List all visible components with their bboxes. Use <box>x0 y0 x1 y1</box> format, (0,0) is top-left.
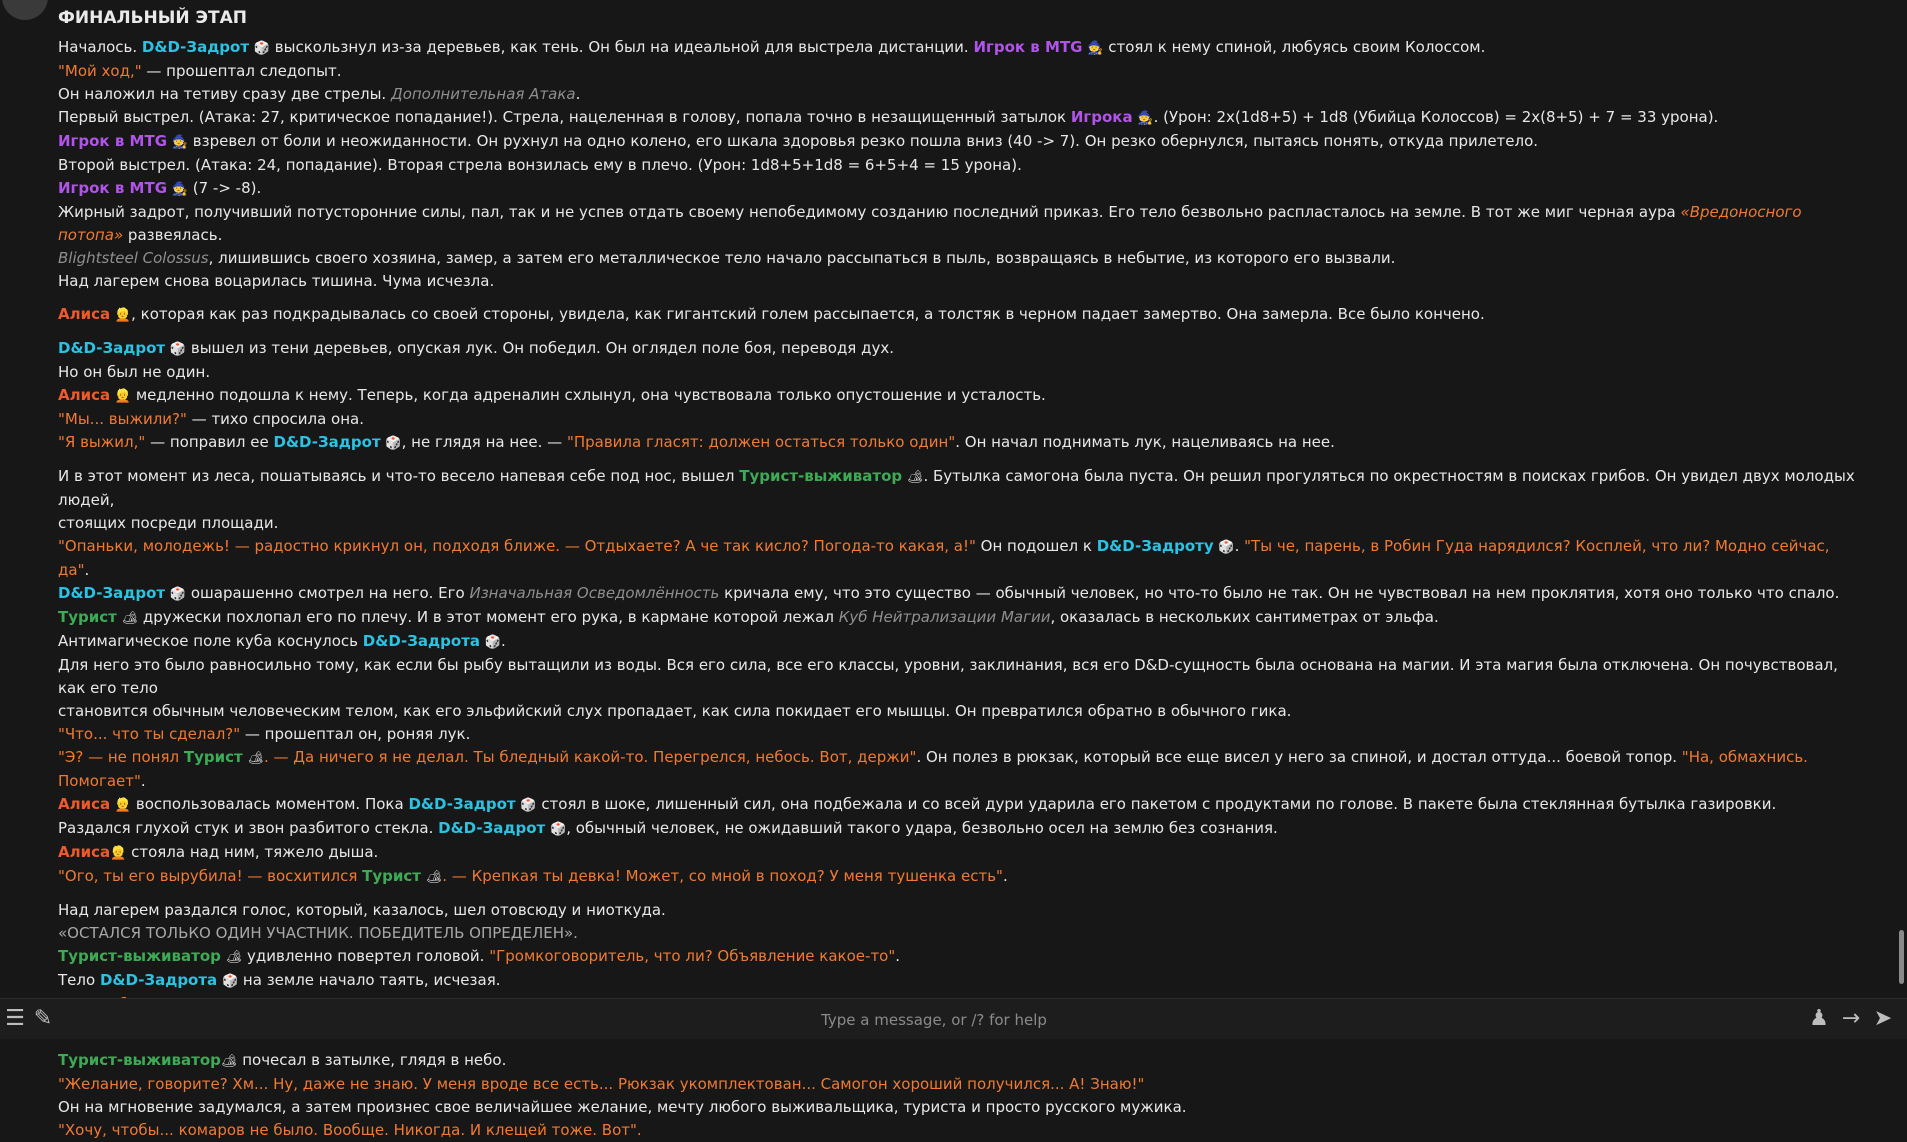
paragraph: "Ого, ты его вырубила! — восхитился Турист 🏕. — Крепкая ты девка! Может, со мной в поход? У меня тушенка есть". <box>58 867 1008 885</box>
paragraph: Над лагерем снова воцарилась тишина. Чума исчезла. <box>58 272 495 290</box>
paragraph: Для него это было равносильно тому, как если бы рыбу вытащили из воды. Вся его сила, все его классы, уровни, заклинания, вся его D&D-сущность была основана на магии. И эта магия была отключена. Он почувствовал, как его тело <box>58 656 1838 697</box>
die-icon: 🎲 <box>221 974 239 989</box>
paragraph: Второй выстрел. (Атака: 24, попадание). Вторая стрела вонзилась ему в плечо. (Урон: 1d8+5+1d8 = 6+5+4 = 15 урона). <box>58 156 1022 174</box>
tourist-icon: 🏕 <box>247 751 264 766</box>
die-icon: 🎲 <box>520 798 537 813</box>
paragraph: "Что... что ты сделал?" — прошептал он, роняя лук. <box>58 725 471 743</box>
paragraph: Игрок в MTG 🧙 взревел от боли и неожиданности. Он рухнул на одно колено, его шкала здоровья резко пошла вниз (40 -> 7). Он резко обернулся, пытаясь понять, откуда прилетело. <box>58 132 1539 150</box>
paragraph: Турист-выживатор 🏕 удивленно повертел головой. "Громкоговоритель, что ли? Объявление какое-то". <box>58 947 901 965</box>
message-input[interactable] <box>72 999 1796 1041</box>
paragraph: Но он был не один. <box>58 363 211 381</box>
continue-arrow-icon[interactable]: → <box>1841 1006 1861 1031</box>
paragraph: И в этот момент из леса, пошатываясь и что-то весело напевая себе под нос, вышел Турист-выживатор 🏕. Бутылка самогона была пуста. Он решил прогуляться по окрестностям в поисках грибов. Он увидел двух молодых людей, <box>58 467 1855 509</box>
alice-icon: 👱 <box>114 389 132 404</box>
paragraph: Алиса 👱 медленно подошла к нему. Теперь, когда адреналин схлынул, она чувствовала только опустошение и усталость. <box>58 386 1046 404</box>
die-icon: 🎲 <box>550 822 567 837</box>
input-bar <box>0 998 1907 1039</box>
die-icon: 🎲 <box>253 41 271 56</box>
tourist-icon: 🏕 <box>906 470 924 485</box>
die-icon: 🎲 <box>484 635 501 650</box>
tourist-icon: 🏕 <box>425 870 443 885</box>
paragraph: "Мой ход," — прошептал следопыт. <box>58 62 342 80</box>
paragraph: стоящих посреди площади. <box>58 514 279 532</box>
paragraph: Тело D&D-Задрота 🎲 на земле начало таять, исчезая. <box>58 971 501 989</box>
die-icon: 🎲 <box>169 342 187 357</box>
die-icon: 🎲 <box>385 436 402 451</box>
paragraph: Турист-выживатор🏕 почесал в затылке, глядя в небо. <box>58 1051 507 1069</box>
die-icon: 🎲 <box>169 587 187 602</box>
alice-icon: 👱 <box>114 308 132 323</box>
player-icon: 🧙 <box>1137 111 1154 126</box>
player-icon: 🧙 <box>171 135 188 150</box>
die-icon: 🎲 <box>1218 540 1235 555</box>
paragraph: "Я выжил," — поправил ее D&D-Задрот 🎲, не глядя на нее. — "Правила гласят: должен остаться только один". Он начал поднимать лук, нацеливаясь на нее. <box>58 433 1335 451</box>
paragraph: Жирный задрот, получивший потусторонние силы, пал, так и не успев отдать своему непобедимому созданию последний приказ. Его тело безвольно распласталось на земле. В тот же миг черная аура «Вредоносного потопа» развеялась. <box>58 203 1802 244</box>
paragraph: D&D-Задрот 🎲 ошарашенно смотрел на него. Его Изначальная Осведомлённость кричала ему, что это существо — обычный человек, но что-то было не так. Он не чувствовал на нем проклятия, хотя оно только что спало. <box>58 584 1840 602</box>
paragraph: становится обычным человеческим телом, как его эльфийский слух пропадает, как сила покидает его мышцы. Он превратился обратно в обычного гика. <box>58 702 1292 720</box>
magic-wand-icon[interactable]: ✎ <box>33 1006 53 1031</box>
paragraph: Антимагическое поле куба коснулось D&D-Задрота 🎲. <box>58 632 506 650</box>
paragraph: "Опаньки, молодежь! — радостно крикнул он, подходя ближе. — Отдыхаете? А че так кисло? Погода-то какая, а!" Он подошел к D&D-Задроту 🎲. "Ты че, парень, в Робин Гуда нарядился? Косплей, что ли? Модно сейчас, да". <box>58 537 1830 579</box>
message-title: ФИНАЛЬНЫЙ ЭТАП <box>58 8 247 28</box>
paragraph: «ОСТАЛСЯ ТОЛЬКО ОДИН УЧАСТНИК. ПОБЕДИТЕЛЬ ОПРЕДЕЛЕН». <box>58 924 578 942</box>
avatar[interactable] <box>2 0 48 20</box>
scrollbar-thumb[interactable] <box>1899 930 1904 984</box>
paragraph: Он наложил на тетиву сразу две стрелы. Дополнительная Атака. <box>58 85 581 103</box>
paragraph: Игрок в MTG 🧙 (7 -> -8). <box>58 179 262 197</box>
tourist-icon: 🏕 <box>225 950 243 965</box>
paragraph: "Желание, говорите? Хм... Ну, даже не знаю. У меня вроде все есть... Рюкзак укомплектован... Самогон хороший получился... А! Знаю!" <box>58 1075 1145 1093</box>
paragraph: Первый выстрел. (Атака: 27, критическое попадание!). Стрела, нацеленная в голову, попала точно в незащищенный затылок Игрока 🧙. (Урон: 2x(1d8+5) + 1d8 (Убийца Колоссов) = 2x(8+5) + 7 = 33 урона). <box>58 108 1719 126</box>
send-icon[interactable]: ➤ <box>1873 1006 1893 1031</box>
paragraph: Турист 🏕 дружески похлопал его по плечу. И в этот момент его рука, в кармане которой лежал Куб Нейтрализации Магии, оказалась в нескольких сантиметрах от эльфа. <box>58 608 1439 626</box>
player-icon: 🧙 <box>1087 41 1104 56</box>
alice-icon: 👱 <box>114 798 132 813</box>
alice-icon: 👱 <box>110 846 127 861</box>
message-body <box>58 6 1858 1142</box>
paragraph: Blightsteel Colossus, лишившись своего хозяина, замер, а затем его металлическое тело начало рассыпаться в пыль, возвращаясь в небытие, из которого его вызвали. <box>58 249 1396 267</box>
player-icon: 🧙 <box>171 182 188 197</box>
paragraph: "Хочу, чтобы... комаров не было. Вообще. Никогда. И клещей тоже. Вот". <box>58 1121 642 1139</box>
tourist-icon: 🏕 <box>121 611 139 626</box>
paragraph: Алиса👱 стояла над ним, тяжело дыша. <box>58 843 379 861</box>
paragraph: D&D-Задрот 🎲 вышел из тени деревьев, опуская лук. Он победил. Он оглядел поле боя, переводя дух. <box>58 339 894 357</box>
incognito-icon[interactable]: ♟ <box>1809 1006 1829 1031</box>
paragraph: "Мы... выжили?" — тихо спросила она. <box>58 410 364 428</box>
paragraph: Раздался глухой стук и звон разбитого стекла. D&D-Задрот 🎲, обычный человек, не ожидавший такого удара, безвольно осел на землю без сознания. <box>58 819 1278 837</box>
paragraph: Началось. D&D-Задрот 🎲 выскользнул из-за деревьев, как тень. Он был на идеальной для выстрела дистанции. Игрок в MTG 🧙 стоял к нему спиной, любуясь своим Колоссом. <box>58 38 1486 56</box>
paragraph: Алиса 👱 воспользовалась моментом. Пока D&D-Задрот 🎲 стоял в шоке, лишенный сил, она подбежала и со всей дури ударила его пакетом с продуктами по голове. В пакете была стеклянная бутылка газировки. <box>58 795 1777 813</box>
paragraph: Над лагерем раздался голос, который, казалось, шел отовсюду и ниоткуда. <box>58 901 666 919</box>
menu-icon[interactable]: ☰ <box>5 1006 25 1031</box>
paragraph: Алиса 👱, которая как раз подкрадывалась со своей стороны, увидела, как гигантский голем рассыпается, а толстяк в черном падает замертво. Она замерла. Все было кончено. <box>58 305 1485 323</box>
paragraph: Он на мгновение задумался, а затем произнес свое величайшее желание, мечту любого выживальщика, туриста и просто русского мужика. <box>58 1098 1187 1116</box>
paragraph: "Э? — не понял Турист 🏕. — Да ничего я не делал. Ты бледный какой-то. Перегрелся, небось. Вот, держи". Он полез в рюкзак, который все еще висел у него за спиной, и достал оттуда... боевой топор. "На, обмахнись. Помогает". <box>58 748 1808 790</box>
tourist-icon: 🏕 <box>220 1054 238 1069</box>
